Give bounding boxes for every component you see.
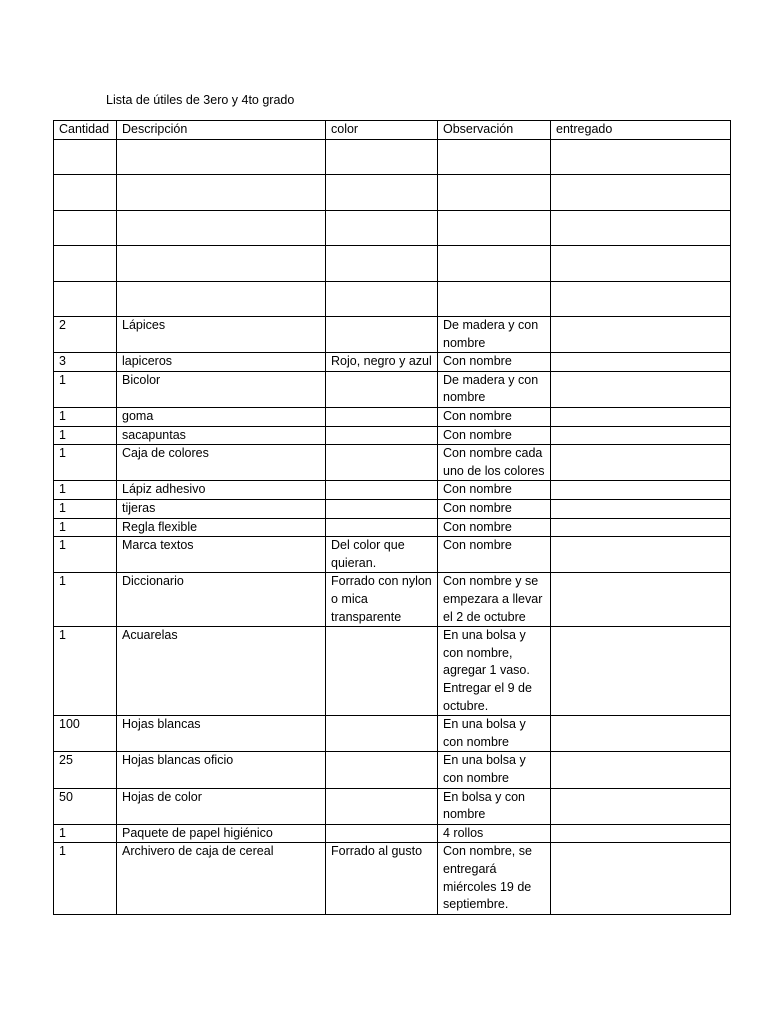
page-title: Lista de útiles de 3ero y 4to grado <box>106 93 295 107</box>
cell-color <box>326 716 438 752</box>
cell-descripcion: Paquete de papel higiénico <box>117 824 326 843</box>
cell-color <box>326 500 438 519</box>
cell-color <box>326 408 438 427</box>
cell-descripcion: Caja de colores <box>117 445 326 481</box>
table-row <box>54 371 731 407</box>
cell-descripcion <box>117 139 326 175</box>
cell-cantidad: 1 <box>54 518 117 537</box>
cell-descripcion <box>117 175 326 211</box>
cell-observacion: Con nombre <box>438 537 551 573</box>
cell-color <box>326 139 438 175</box>
cell-entregado <box>551 175 731 211</box>
cell-descripcion: sacapuntas <box>117 426 326 445</box>
cell-color: Del color que quieran. <box>326 537 438 573</box>
cell-descripcion: goma <box>117 408 326 427</box>
header-observacion: Observación <box>438 121 551 140</box>
cell-cantidad: 1 <box>54 481 117 500</box>
table-row <box>54 537 731 573</box>
cell-descripcion: Marca textos <box>117 537 326 573</box>
cell-descripcion <box>117 210 326 246</box>
cell-observacion: Con nombre cada uno de los colores <box>438 445 551 481</box>
table-row <box>54 824 731 843</box>
header-descripcion: Descripción <box>117 121 326 140</box>
cell-cantidad: 1 <box>54 537 117 573</box>
cell-entregado <box>551 843 731 914</box>
cell-descripcion <box>117 281 326 317</box>
table-row <box>54 843 731 914</box>
table-row <box>54 317 731 353</box>
cell-observacion: Con nombre <box>438 518 551 537</box>
cell-descripcion: Lápices <box>117 317 326 353</box>
cell-descripcion: Hojas blancas oficio <box>117 752 326 788</box>
table-row-empty <box>54 246 731 282</box>
cell-cantidad: 1 <box>54 408 117 427</box>
cell-cantidad: 100 <box>54 716 117 752</box>
table-header <box>54 121 731 140</box>
table-row-empty <box>54 281 731 317</box>
cell-color <box>326 175 438 211</box>
cell-color: Forrado con nylon o mica transparente <box>326 573 438 627</box>
cell-descripcion: Archivero de caja de cereal <box>117 843 326 914</box>
cell-entregado <box>551 139 731 175</box>
cell-entregado <box>551 481 731 500</box>
cell-color: Forrado al gusto <box>326 843 438 914</box>
cell-observacion: En una bolsa y con nombre <box>438 752 551 788</box>
cell-color <box>326 627 438 716</box>
table-row <box>54 752 731 788</box>
supplies-table <box>53 120 731 915</box>
cell-entregado <box>551 752 731 788</box>
cell-entregado <box>551 537 731 573</box>
table-row <box>54 518 731 537</box>
cell-descripcion: tijeras <box>117 500 326 519</box>
cell-observacion <box>438 281 551 317</box>
cell-descripcion: lapiceros <box>117 353 326 372</box>
table-row <box>54 408 731 427</box>
cell-color <box>326 788 438 824</box>
cell-entregado <box>551 716 731 752</box>
table-row-empty <box>54 139 731 175</box>
table-row <box>54 500 731 519</box>
cell-entregado <box>551 371 731 407</box>
cell-cantidad: 1 <box>54 627 117 716</box>
cell-cantidad: 1 <box>54 445 117 481</box>
cell-descripcion: Lápiz adhesivo <box>117 481 326 500</box>
cell-color <box>326 371 438 407</box>
cell-color: Rojo, negro y azul <box>326 353 438 372</box>
cell-cantidad <box>54 210 117 246</box>
table-row <box>54 788 731 824</box>
cell-observacion: De madera y con nombre <box>438 317 551 353</box>
cell-color <box>326 518 438 537</box>
cell-entregado <box>551 281 731 317</box>
cell-entregado <box>551 408 731 427</box>
cell-observacion: Con nombre <box>438 426 551 445</box>
cell-entregado <box>551 788 731 824</box>
cell-observacion: Con nombre <box>438 500 551 519</box>
cell-observacion <box>438 139 551 175</box>
cell-cantidad: 3 <box>54 353 117 372</box>
cell-cantidad: 1 <box>54 500 117 519</box>
cell-cantidad <box>54 175 117 211</box>
cell-observacion <box>438 210 551 246</box>
cell-cantidad: 1 <box>54 573 117 627</box>
cell-entregado <box>551 317 731 353</box>
cell-color <box>326 246 438 282</box>
header-row <box>54 121 731 140</box>
cell-entregado <box>551 518 731 537</box>
cell-entregado <box>551 246 731 282</box>
table-row <box>54 445 731 481</box>
cell-cantidad: 50 <box>54 788 117 824</box>
cell-cantidad: 25 <box>54 752 117 788</box>
table-row <box>54 353 731 372</box>
cell-color <box>326 426 438 445</box>
table-row <box>54 716 731 752</box>
header-cantidad: Cantidad <box>54 121 117 140</box>
table-row <box>54 573 731 627</box>
cell-observacion: Con nombre, se entregará miércoles 19 de septiembre. <box>438 843 551 914</box>
table-row <box>54 481 731 500</box>
table-body <box>54 139 731 914</box>
cell-entregado <box>551 573 731 627</box>
cell-observacion: En una bolsa y con nombre <box>438 716 551 752</box>
header-color: color <box>326 121 438 140</box>
table-row <box>54 627 731 716</box>
cell-descripcion: Regla flexible <box>117 518 326 537</box>
cell-descripcion: Hojas blancas <box>117 716 326 752</box>
cell-observacion: En bolsa y con nombre <box>438 788 551 824</box>
table-row-empty <box>54 175 731 211</box>
cell-entregado <box>551 426 731 445</box>
cell-cantidad <box>54 246 117 282</box>
cell-entregado <box>551 824 731 843</box>
header-entregado: entregado <box>551 121 731 140</box>
table-row-empty <box>54 210 731 246</box>
cell-cantidad: 1 <box>54 824 117 843</box>
cell-descripcion: Acuarelas <box>117 627 326 716</box>
cell-entregado <box>551 353 731 372</box>
cell-cantidad: 1 <box>54 426 117 445</box>
cell-color <box>326 317 438 353</box>
cell-cantidad <box>54 281 117 317</box>
cell-cantidad: 1 <box>54 843 117 914</box>
cell-descripcion <box>117 246 326 282</box>
cell-observacion: Con nombre <box>438 353 551 372</box>
cell-entregado <box>551 210 731 246</box>
cell-color <box>326 481 438 500</box>
cell-cantidad: 2 <box>54 317 117 353</box>
cell-observacion <box>438 175 551 211</box>
cell-cantidad: 1 <box>54 371 117 407</box>
cell-entregado <box>551 445 731 481</box>
cell-cantidad <box>54 139 117 175</box>
table-row <box>54 426 731 445</box>
cell-observacion: En una bolsa y con nombre, agregar 1 vaso. Entregar el 9 de octubre. <box>438 627 551 716</box>
cell-entregado <box>551 627 731 716</box>
cell-color <box>326 752 438 788</box>
cell-color <box>326 281 438 317</box>
cell-descripcion: Hojas de color <box>117 788 326 824</box>
cell-color <box>326 210 438 246</box>
cell-observacion: De madera y con nombre <box>438 371 551 407</box>
cell-observacion <box>438 246 551 282</box>
cell-descripcion: Diccionario <box>117 573 326 627</box>
cell-color <box>326 824 438 843</box>
cell-observacion: 4 rollos <box>438 824 551 843</box>
cell-observacion: Con nombre y se empezara a llevar el 2 de octubre <box>438 573 551 627</box>
cell-entregado <box>551 500 731 519</box>
cell-observacion: Con nombre <box>438 481 551 500</box>
cell-color <box>326 445 438 481</box>
cell-observacion: Con nombre <box>438 408 551 427</box>
cell-descripcion: Bicolor <box>117 371 326 407</box>
